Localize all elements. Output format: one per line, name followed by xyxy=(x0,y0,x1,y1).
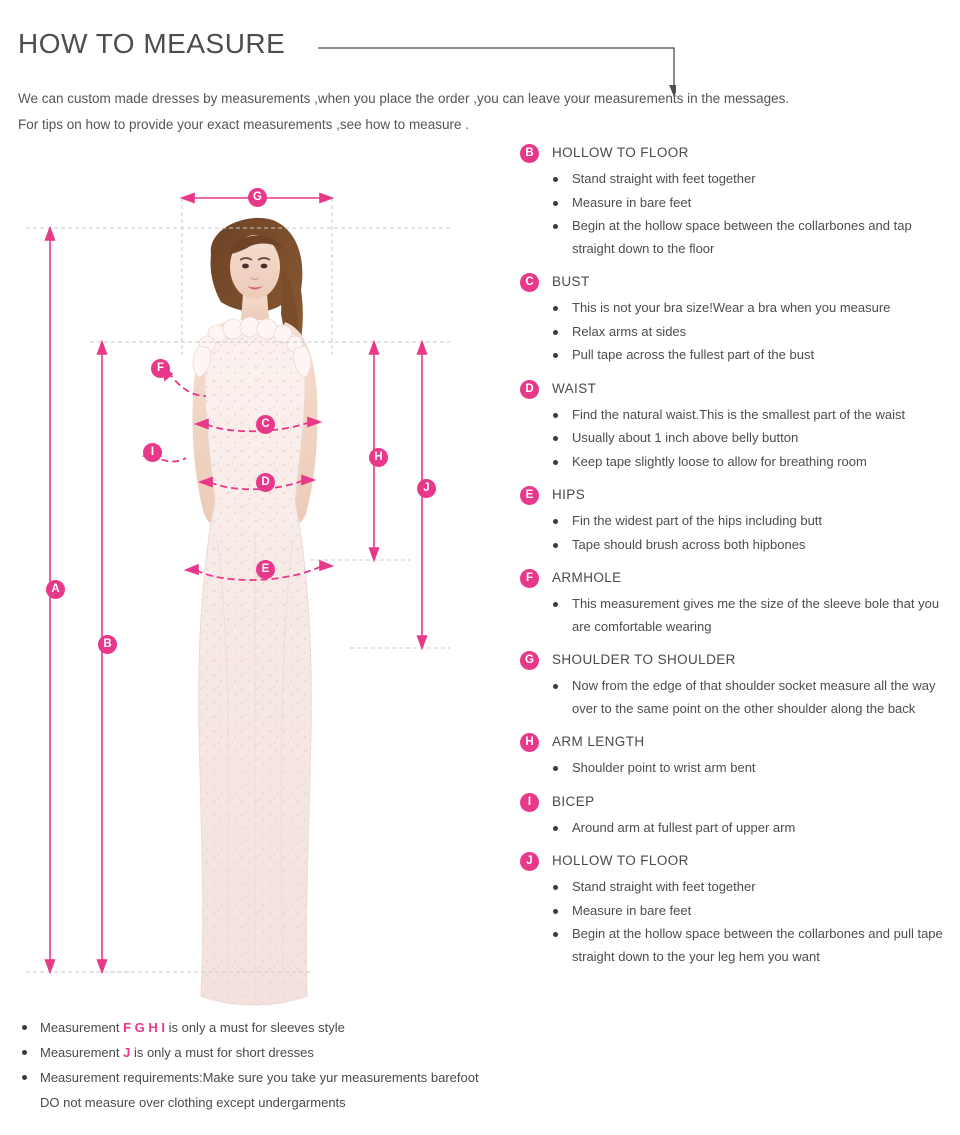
measurement-diagram xyxy=(10,150,480,1010)
entry-header xyxy=(520,142,950,166)
entry-bicep xyxy=(520,791,950,840)
bullet-item: Pull tape across the fullest part of the bust xyxy=(520,344,950,367)
bullet-item: Measure in bare feet xyxy=(520,900,950,923)
figure-badge-e: E xyxy=(256,560,275,579)
bullet-item: Stand straight with feet together xyxy=(520,876,950,899)
bullet-item: This is not your bra size!Wear a bra when you measure xyxy=(520,297,950,320)
bullet-item: Stand straight with feet together xyxy=(520,168,950,191)
figure-badge-g: G xyxy=(248,188,267,207)
measurement-guides xyxy=(10,150,480,1010)
entry-title: ARM LENGTH xyxy=(552,734,645,749)
note-highlight: F G H I xyxy=(123,1020,165,1035)
entry-title: HOLLOW TO FLOOR xyxy=(552,145,689,160)
figure-badge-b: B xyxy=(98,635,117,654)
bullet-item: Tape should brush across both hipbones xyxy=(520,534,950,557)
note-text-post: is only a must for sleeves style xyxy=(164,1020,345,1035)
entry-header xyxy=(520,791,950,815)
title-row xyxy=(18,28,698,68)
entry-waist xyxy=(520,378,950,474)
entry-hollow-to-floor-j xyxy=(520,850,950,968)
entry-title: WAIST xyxy=(552,380,597,396)
entry-header xyxy=(520,850,950,874)
entry-badge-d: D xyxy=(520,380,539,399)
figure-badge-h: H xyxy=(369,448,388,467)
entry-shoulder-to-shoulder xyxy=(520,649,950,720)
entry-bullets xyxy=(520,168,950,260)
entry-header xyxy=(520,649,950,673)
bullet-item: Find the natural waist.This is the smallest part of the waist xyxy=(520,404,950,427)
entry-header xyxy=(520,484,950,508)
entry-header xyxy=(520,731,950,755)
footer-notes xyxy=(18,1015,488,1115)
figure-badge-d: D xyxy=(256,473,275,492)
entry-badge-f: F xyxy=(520,569,539,588)
entry-header xyxy=(520,567,950,591)
entry-bullets xyxy=(520,757,950,780)
entry-title: HOLLOW TO FLOOR xyxy=(552,853,689,868)
entry-badge-i: I xyxy=(520,793,539,812)
entry-badge-b: B xyxy=(520,144,539,163)
entry-header xyxy=(520,378,950,402)
measurement-definitions-list xyxy=(520,142,950,979)
entry-header xyxy=(520,271,950,295)
entry-bullets xyxy=(520,593,950,638)
note-text-pre: Measurement xyxy=(40,1020,124,1035)
entry-arm-length xyxy=(520,731,950,780)
bullet-item: Fin the widest part of the hips including butt xyxy=(520,510,950,533)
bullet-item: Relax arms at sides xyxy=(520,321,950,344)
entry-badge-j: J xyxy=(520,852,539,871)
note-item xyxy=(18,1065,488,1115)
intro-text xyxy=(18,86,898,138)
bullet-item: Around arm at fullest part of upper arm xyxy=(520,817,950,840)
bullet-item: Begin at the hollow space between the collarbones and tap straight down to the floor xyxy=(520,215,950,260)
figure-badge-c: C xyxy=(256,415,275,434)
figure-badge-j: J xyxy=(417,479,436,498)
entry-badge-c: C xyxy=(520,273,539,292)
note-item xyxy=(18,1040,488,1065)
entry-badge-h: H xyxy=(520,733,539,752)
bullet-item: Begin at the hollow space between the collarbones and pull tape straight down to the your leg hem you want xyxy=(520,923,950,968)
bullet-item: Now from the edge of that shoulder socket measure all the way over to the same point on the other shoulder along the back xyxy=(520,675,950,720)
entry-bullets xyxy=(520,675,950,720)
entry-bullets xyxy=(520,297,950,367)
note-text-pre: Measurement requirements:Make sure you take yur measurements barefoot DO not measure over clothing except undergarments xyxy=(40,1070,479,1110)
bullet-item: This measurement gives me the size of the sleeve bole that you are comfortable wearing xyxy=(520,593,950,638)
note-text-post: is only a must for short dresses xyxy=(130,1045,314,1060)
bullet-item: Keep tape slightly loose to allow for breathing room xyxy=(520,451,950,474)
entry-title: HIPS xyxy=(552,487,586,502)
note-text-pre: Measurement xyxy=(40,1045,124,1060)
bullet-item: Shoulder point to wrist arm bent xyxy=(520,757,950,780)
entry-title: SHOULDER TO SHOULDER xyxy=(552,652,736,667)
entry-title: ARMHOLE xyxy=(552,570,622,585)
entry-badge-g: G xyxy=(520,651,539,670)
entry-armhole xyxy=(520,567,950,638)
figure-badge-i: I xyxy=(143,443,162,462)
note-highlight: J xyxy=(123,1045,131,1060)
entry-bullets xyxy=(520,876,950,968)
bullet-item: Usually about 1 inch above belly button xyxy=(520,427,950,450)
entry-hips xyxy=(520,484,950,556)
bullet-item: Measure in bare feet xyxy=(520,192,950,215)
figure-badge-f: F xyxy=(151,359,170,378)
entry-bullets xyxy=(520,510,950,556)
entry-title: BUST xyxy=(552,274,590,289)
entry-title: BICEP xyxy=(552,793,595,809)
entry-bust xyxy=(520,271,950,367)
note-item xyxy=(18,1015,488,1040)
entry-bullets xyxy=(520,817,950,840)
intro-line-1: We can custom made dresses by measurements ,when you place the order ,you can leave your measurements in the messages. xyxy=(18,91,790,106)
entry-bullets xyxy=(520,404,950,474)
figure-badge-a: A xyxy=(46,580,65,599)
page-title: HOW TO MEASURE xyxy=(18,28,286,59)
entry-hollow-to-floor-b xyxy=(520,142,950,260)
intro-line-2: For tips on how to provide your exact measurements ,see how to measure . xyxy=(18,117,469,132)
entry-badge-e: E xyxy=(520,486,539,505)
